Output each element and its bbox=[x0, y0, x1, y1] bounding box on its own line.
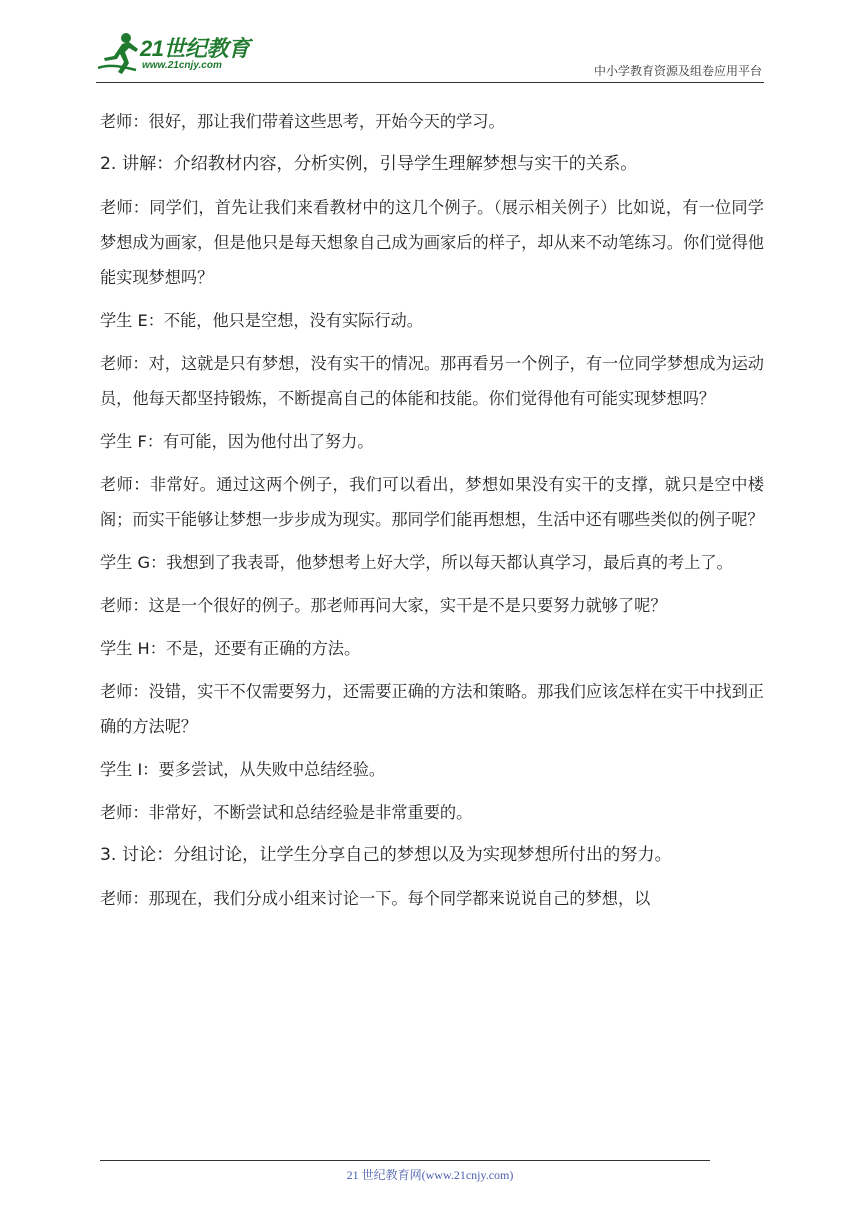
paragraph: 老师：这是一个很好的例子。那老师再问大家，实干是不是只要努力就够了呢？ bbox=[100, 596, 667, 615]
footer-divider bbox=[100, 1160, 710, 1161]
paragraph: 老师：那现在，我们分成小组来讨论一下。每个同学都来说说自己的梦想，以 bbox=[100, 889, 651, 908]
paragraph: 老师：没错，实干不仅需要努力，还需要正确的方法和策略。那我们应该怎样在实干中找到正确的方法呢？ bbox=[100, 682, 764, 736]
paragraph: 老师：很好，那让我们带着这些思考，开始今天的学习。 bbox=[100, 112, 505, 131]
paragraph: 老师：非常好，不断尝试和总结经验是非常重要的。 bbox=[100, 803, 473, 822]
paragraph: 老师：非常好。通过这两个例子，我们可以看出，梦想如果没有实干的支撑，就只是空中楼阁；而实干能够让梦想一步步成为现实。那同学们能再想想，生活中还有哪些类似的例子呢？ bbox=[100, 475, 764, 529]
section-heading: 2. 讲解：介绍教材内容，分析实例，引导学生理解梦想与实干的关系。 bbox=[100, 154, 638, 174]
header-divider bbox=[96, 82, 764, 83]
paragraph: 老师：对，这就是只有梦想，没有实干的情况。那再看另一个例子，有一位同学梦想成为运动员，他每天都坚持锻炼，不断提高自己的体能和技能。你们觉得他有可能实现梦想吗？ bbox=[100, 354, 764, 408]
page-header bbox=[0, 0, 860, 90]
paragraph: 学生 G：我想到了我表哥，他梦想考上好大学，所以每天都认真学习，最后真的考上了。 bbox=[100, 553, 733, 572]
document-body bbox=[100, 104, 764, 924]
platform-name: 中小学教育资源及组卷应用平台 bbox=[593, 64, 762, 78]
paragraph: 学生 F：有可能，因为他付出了努力。 bbox=[100, 432, 374, 451]
runner-logo-icon bbox=[96, 30, 140, 76]
paragraph: 学生 H：不是，还要有正确的方法。 bbox=[100, 639, 361, 658]
page-footer[interactable]: 21 世纪教育网(www.21cnjy.com) bbox=[346, 1168, 514, 1182]
logo-url: www.21cnjy.com bbox=[142, 60, 222, 71]
section-heading: 3. 讨论：分组讨论，让学生分享自己的梦想以及为实现梦想所付出的努力。 bbox=[100, 845, 672, 865]
site-logo[interactable] bbox=[96, 30, 276, 80]
paragraph: 学生 E：不能，他只是空想，没有实际行动。 bbox=[100, 311, 423, 330]
paragraph: 老师：同学们，首先让我们来看教材中的这几个例子。（展示相关例子）比如说，有一位同学梦想成为画家，但是他只是每天想象自己成为画家后的样子，却从来不动笔练习。你们觉得他能实现梦想吗？ bbox=[100, 198, 764, 287]
paragraph: 学生 I：要多尝试，从失败中总结经验。 bbox=[100, 760, 386, 779]
logo-title: 21世纪教育 bbox=[140, 36, 250, 61]
